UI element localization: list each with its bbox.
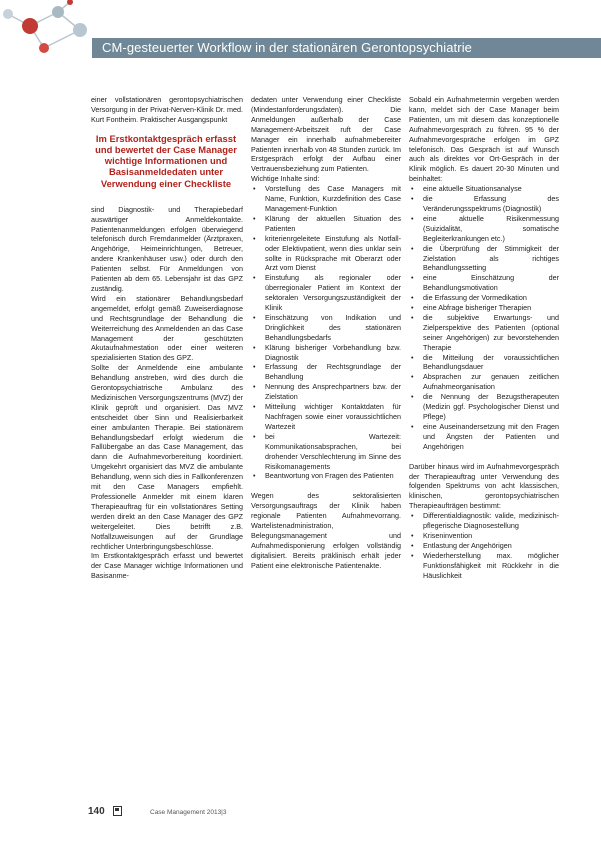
bullet-list — [409, 511, 559, 580]
journal-logo-icon — [113, 806, 122, 816]
list-item: • Entlastung der Angehörigen — [409, 541, 559, 551]
paragraph: Sollte der Anmeldende eine ambulante Behandlung anstreben, wird dies durch die Gerontopsychiatrische Ambulanz des Medizinischen Versorgungszentrums (MVZ) der Klinik geprüft und organisiert. Das MVZ entscheidet über Sinn und Realisierbarkeit einer ambulanten Therapie. Bei stationärem Behandlungsbedarf erfolgt wiederum die Fallübergabe an das Case Management, das dann die Aufnahmevorbereitung koordiniert. Umgekehrt organisiert das MVZ die ambulante Behandlung, wenn sich dies in Fallkonferenzen mit den Case Managers empfiehlt. Professionelle Anmelder mit einem klaren Therapieauftrag für ein vollstationäres Setting werden direkt an den Case Manager des GPZ weitergeleitet. Dies betrifft z.B. Notfallzuweisungen auf der Grundlage rechtlicher Unterbringungsbeschlüsse. — [91, 363, 243, 551]
paragraph: Darüber hinaus wird im Aufnahmevorgespräch der Therapieauftrag unter Verwendung des folgenden Spektrums von acht klassischen, klinischen, gerontopsychiatrischen Therapieaufträgen bestimmt: — [409, 461, 559, 511]
list-item: • Absprachen zur genauen zeitlichen Aufnahmeorganisation — [409, 372, 559, 392]
column-2 — [251, 95, 401, 571]
paragraph: Wird ein stationärer Behandlungsbedarf angemeldet, erfolgt gemäß Zuweiserdiagnose und Rechtsgrundlage der Behandlung die Weiterreichung des Anmeldenden an das Case Management der geschützten Akutaufnahmestation oder einer weiteren spezialisierten Station des GPZ. — [91, 293, 243, 363]
list-item: • Beantwortung von Fragen des Patienten — [251, 471, 401, 481]
list-item: • Klärung der aktuellen Situation des Patienten — [251, 214, 401, 234]
journal-name: Case Management 2013|3 — [150, 809, 227, 816]
paragraph: Wegen des sektoralisierten Versorgungsauftrags der Klinik haben regionale Patienten Aufnahmevorrang. Wartelistenadministration, Belegungsmanagement und Aufnahmedisponierung erfolgen vollständig digitalisiert. Bereits präklinisch erhält jeder Patient eine elektronische Patientenakte. — [251, 491, 401, 570]
list-item: • Nennung des Ansprechpartners bzw. der Zielstation — [251, 382, 401, 402]
list-item: • Einstufung als regionaler oder überregionaler Patient im Kontext der sektoralen Versorgungszuständigkeit der Klinik — [251, 273, 401, 313]
paragraph: sind Diagnostik- und Therapiebedarf auswärtiger Anmeldekontakte. Patientenanmeldungen erfolgen überwiegend telefonisch durch Fremdanmelder (Ärztpraxen, Angehörige, Heimeinrichtungen, Betreuer, andere Krankenhäuser usw.) oder durch den Patienten selbst. Für Anmeldungen von Patienten ab dem 65. Lebensjahr ist das GPZ zuständig. — [91, 204, 243, 293]
pull-quote: Im Erstkontaktgespräch erfasst und bewertet der Case Manager wichtige Informationen und Basisanmeldedaten unter Verwendung einer Checkliste — [95, 132, 237, 189]
list-item: • bei Wartezeit: Kommunikationsabsprachen, bei drohender Verschlechterung im Sinne des Risikomanagements — [251, 432, 401, 472]
list-item: • eine Einschätzung der Behandlungsmotivation — [409, 273, 559, 293]
list-item: • Wiederherstellung max. möglicher Funktionsfähigkeit mit Rückkehr in die Häuslichkeit — [409, 551, 559, 581]
list-item: • Mitteilung wichtiger Kontaktdaten für Nachfragen sowie einer voraussichtlichen Wartezeit — [251, 402, 401, 432]
page-header — [0, 0, 601, 62]
page-title: CM-gesteuerter Workflow in der stationären Gerontopsychiatrie — [102, 40, 473, 55]
column-1 — [91, 95, 243, 581]
list-item: • Kriseninvention — [409, 531, 559, 541]
list-item: • die Mitteilung der voraussichtlichen Behandlungsdauer — [409, 353, 559, 373]
list-item: • die Erfassung der Vormedikation — [409, 293, 559, 303]
molecule-graphic-icon — [0, 0, 100, 60]
list-item: • eine Abfrage bisheriger Therapien — [409, 303, 559, 313]
bullet-list — [409, 184, 559, 451]
list-heading: Wichtige Inhalte sind: — [251, 174, 320, 184]
list-item: • Erfassung der Rechtsgrundlage der Behandlung — [251, 362, 401, 382]
paragraph: dedaten unter Verwendung einer Checkliste (Mindestanforderungsdaten). Die Anmeldungen außerhalb der Case Management-Arbeitszeit ruft der Case Manager ein innerhalb aufnahmebereiter Patienten innerhalb von 48 Stunden zurück. Im Erstgespräch erfolgt der Aufbau einer Vertrauensbeziehung zum Patienten. — [251, 95, 401, 174]
paragraph: einer vollstationären gerontopsychiatrischen Versorgung in der Privat-Nerven-Klinik Dr. med. Kurt Fontheim. Praktischer Ausgangspunkt — [91, 95, 243, 124]
list-item: • Vorstellung des Case Managers mit Name, Funktion, Kurzdefinition des Case Management-Funktion — [251, 184, 401, 214]
list-item: • die Überprüfung der Stimmigkeit der Zielstation als richtiges Behandlungssetting — [409, 244, 559, 274]
page-number: 140 — [88, 806, 105, 817]
paragraph: Im Erstkontaktgespräch erfasst und bewertet der Case Manager wichtige Informationen und Basisanme- — [91, 551, 243, 581]
paragraph: Sobald ein Aufnahmetermin vergeben werden kann, meldet sich der Case Manager beim Patienten, um mit diesem das konzeptionelle Aufnahmevorgespräch zu führen. 95 % der Aufnahmevorgespräche erfolgen im GPZ telefonisch. Das Gespräch ist auf Wunsch auch als direktes vor Ort-Gespräch in der Klinik möglich. Es dauert 20-30 Minuten und beinhaltet: — [409, 95, 559, 184]
column-3 — [409, 95, 559, 581]
list-item: • Einschätzung von Indikation und Dringlichkeit des stationären Behandlungsbedarfs — [251, 313, 401, 343]
list-item: • Klärung bisheriger Vorbehandlung bzw. Diagnostik — [251, 343, 401, 363]
list-item: • eine aktuelle Risikenmessung (Suizidalität, somatische Begleiterkrankungen etc.) — [409, 214, 559, 244]
list-item: • die subjektive Erwartungs- und Zielperspektive des Patienten (optional seiner Angehörigen) zur bevorstehenden Therapie — [409, 313, 559, 353]
list-item: • eine Auseinandersetzung mit den Fragen und Ängsten der Patienten und Angehörigen — [409, 422, 559, 452]
list-item: • Differentialdiagnostik: valide, medizinisch-pflegerische Diagnosestellung — [409, 511, 559, 531]
bullet-list — [251, 184, 401, 481]
list-item: • die Erfassung des Veränderungsspektrums (Diagnostik) — [409, 194, 559, 214]
list-item: • eine aktuelle Situationsanalyse — [409, 184, 559, 194]
list-item: • kriterienrgeleitete Einstufung als Notfall- oder Elektivpatient, wenn dies unklar sein sollte in Rücksprache mit Oberarzt oder Arzt vom Dienst — [251, 234, 401, 274]
list-item: • die Nennung der Bezugstherapeuten (Medizin ggf. Psychologischer Dienst und Pflege) — [409, 392, 559, 422]
